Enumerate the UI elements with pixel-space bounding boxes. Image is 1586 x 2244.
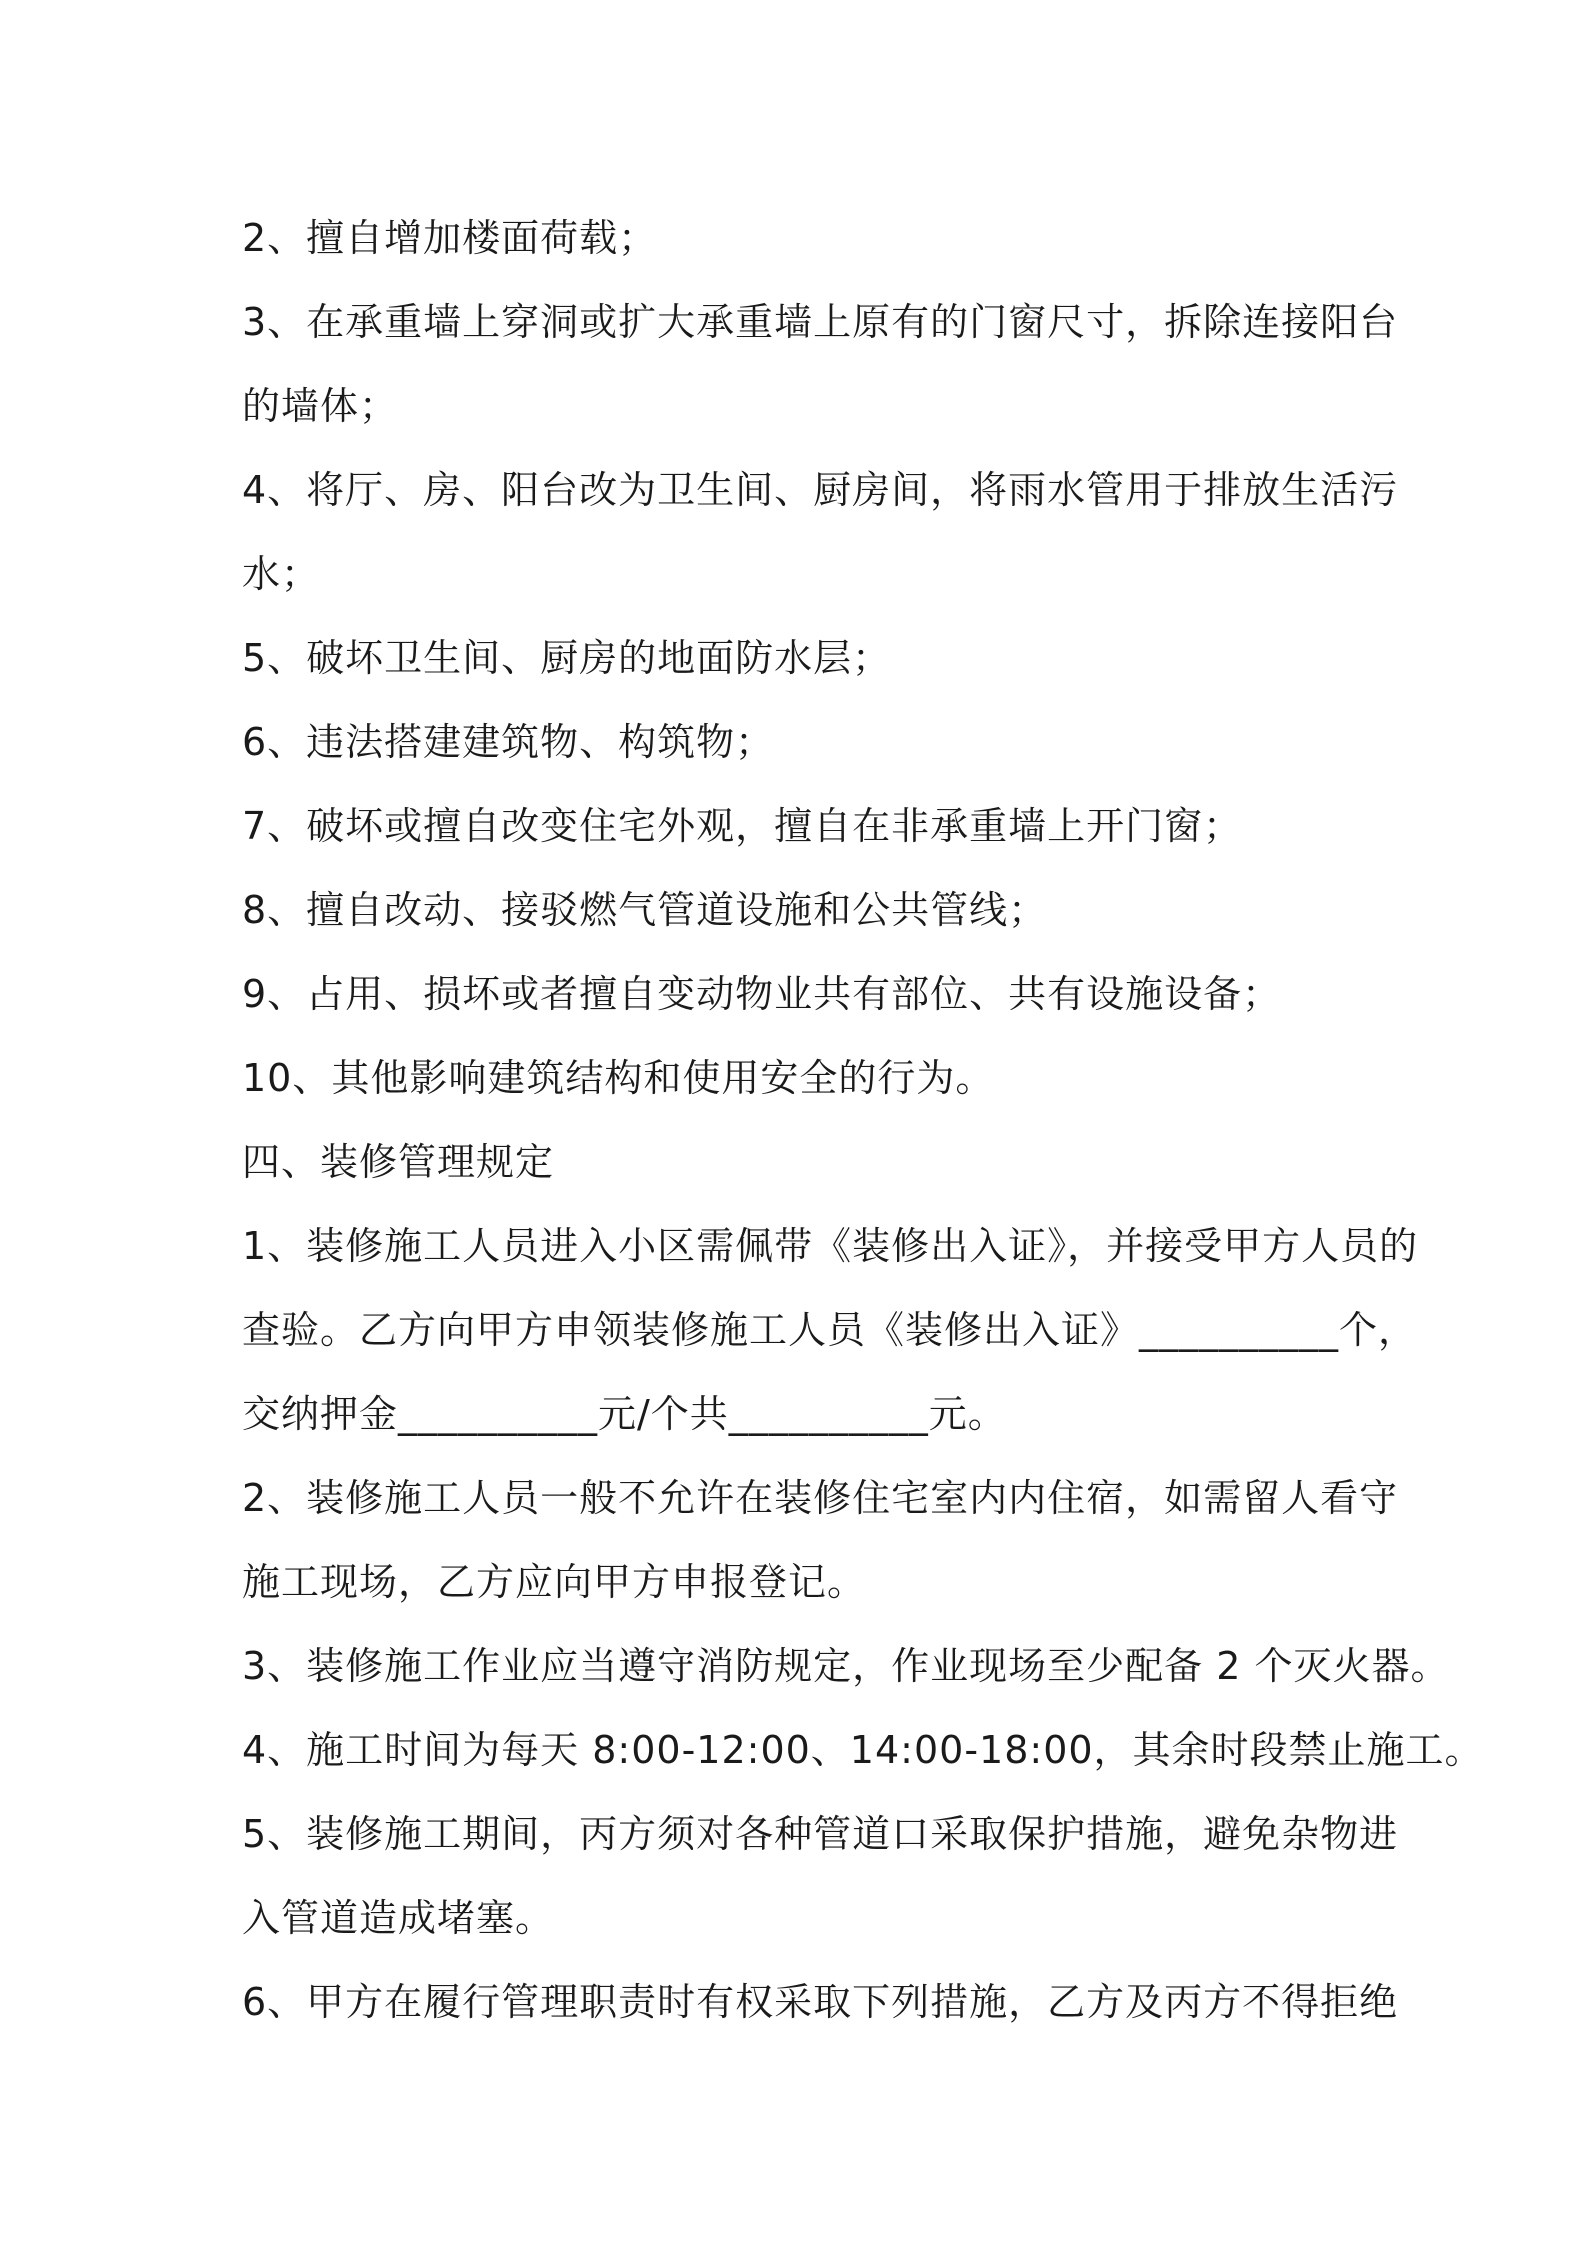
text-line: 5、破坏卫生间、厨房的地面防水层；: [242, 636, 892, 680]
text-line: 3、装修施工作业应当遵守消防规定，作业现场至少配备 2 个灭火器。: [242, 1644, 1450, 1688]
text-line: 1、装修施工人员进入小区需佩带《装修出入证》，并接受甲方人员的: [242, 1224, 1419, 1268]
text-line: 6、甲方在履行管理职责时有权采取下列措施，乙方及丙方不得拒绝: [242, 1980, 1399, 2024]
section-heading: 四、装修管理规定: [242, 1140, 555, 1184]
text-line: 5、装修施工期间，丙方须对各种管道口采取保护措施，避免杂物进: [242, 1812, 1399, 1856]
text-line: 2、擅自增加楼面荷载；: [242, 216, 658, 260]
text-line: 10、其他影响建筑结构和使用安全的行为。: [242, 1056, 995, 1100]
text-line: 7、破坏或擅自改变住宅外观，擅自在非承重墙上开门窗；: [242, 804, 1243, 848]
document-body: [242, 196, 1484, 2044]
text-line: 入管道造成堵塞。: [242, 1896, 555, 1940]
text-line: 6、违法搭建建筑物、构筑物；: [242, 720, 775, 764]
text-line: 交纳押金__________元/个共__________元。: [242, 1392, 1007, 1436]
text-line: 2、装修施工人员一般不允许在装修住宅室内内住宿，如需留人看守: [242, 1476, 1399, 1520]
text-line: 4、施工时间为每天 8:00-12:00、14:00-18:00，其余时段禁止施工。: [242, 1728, 1484, 1772]
text-line: 的墙体；: [242, 384, 399, 428]
text-line: 3、在承重墙上穿洞或扩大承重墙上原有的门窗尺寸，拆除连接阳台: [242, 300, 1399, 344]
text-line: 施工现场，乙方应向甲方申报登记。: [242, 1560, 867, 1604]
text-line: 水；: [242, 552, 321, 596]
text-line: 8、擅自改动、接驳燃气管道设施和公共管线；: [242, 888, 1048, 932]
text-line: 9、占用、损坏或者擅自变动物业共有部位、共有设施设备；: [242, 972, 1282, 1016]
text-line: 查验。乙方向甲方申领装修施工人员《装修出入证》__________个，: [242, 1308, 1418, 1352]
text-line: 4、将厅、房、阳台改为卫生间、厨房间，将雨水管用于排放生活污: [242, 468, 1399, 512]
